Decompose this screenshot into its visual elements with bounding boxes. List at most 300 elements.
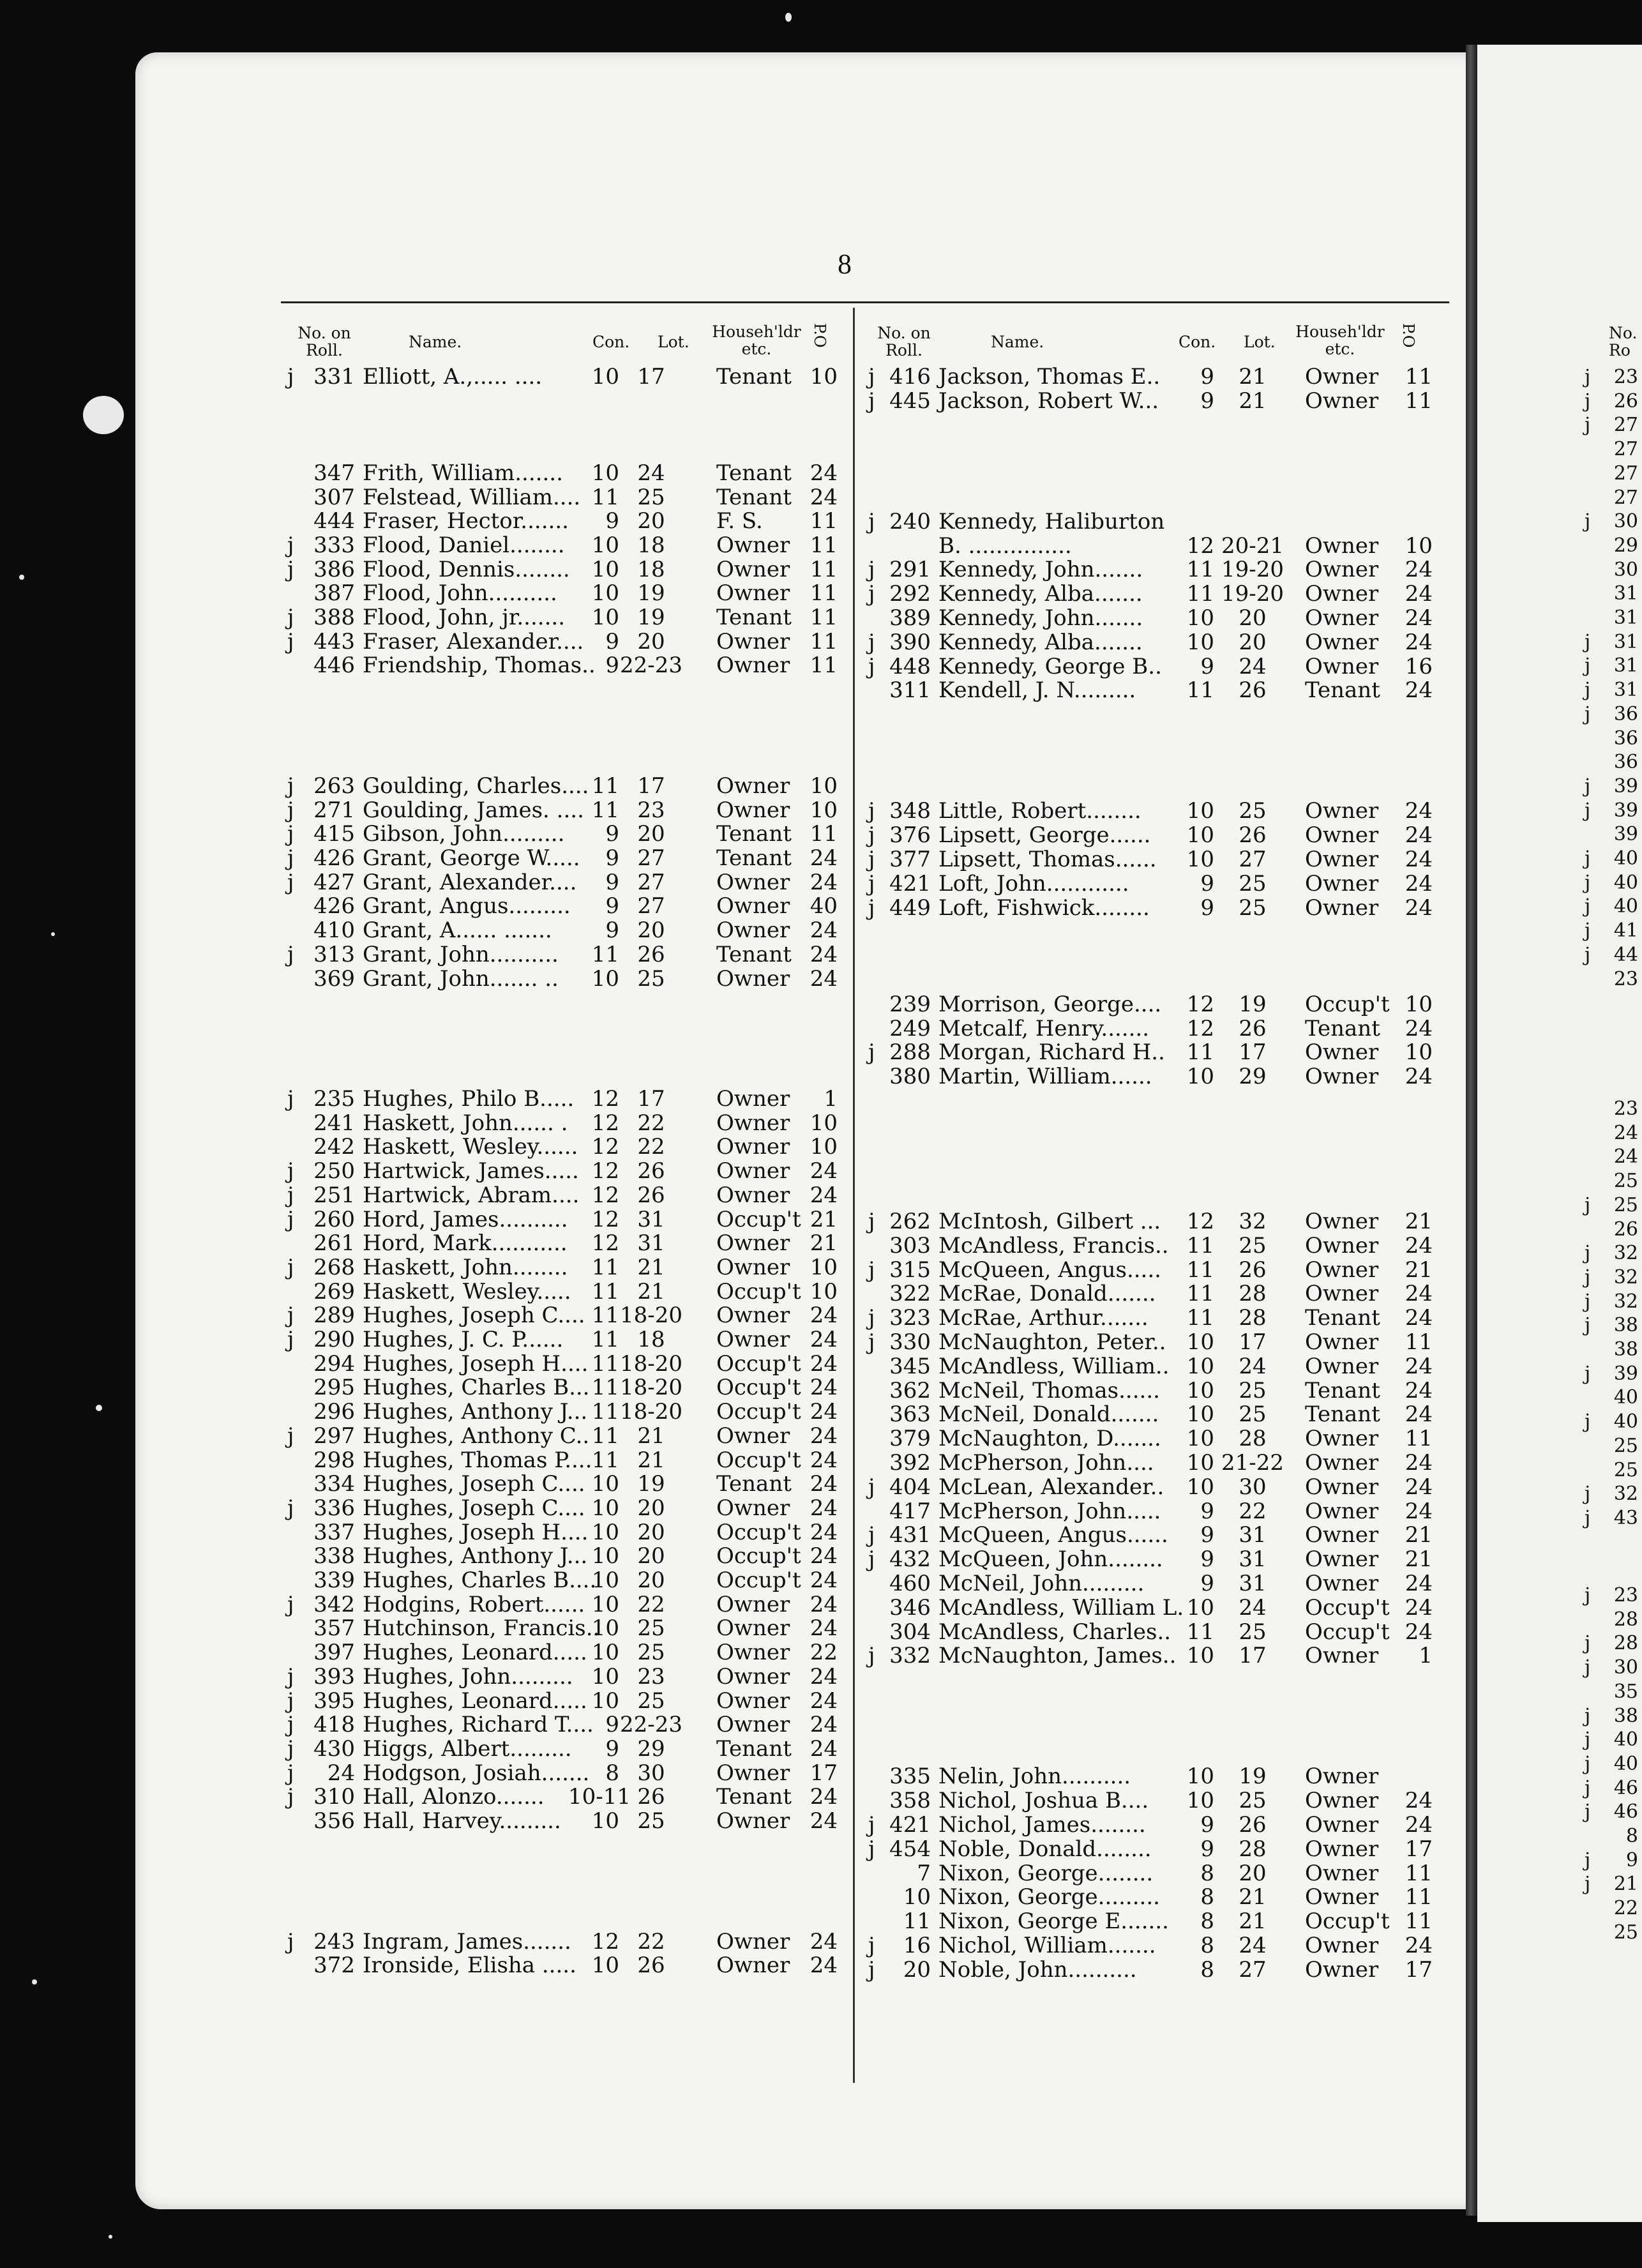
roll-number: 30 <box>1613 1656 1638 1679</box>
roll-number: 426 <box>313 893 355 919</box>
post-office: 11 <box>810 821 838 847</box>
lot-number: 26 <box>1239 1015 1267 1041</box>
jury-mark: j <box>1585 1506 1591 1529</box>
concession: 12 <box>591 1206 619 1232</box>
post-office: 24 <box>810 1447 838 1473</box>
table-row <box>863 1910 1431 1933</box>
voter-name: Hughes, Philo B..... <box>363 1086 575 1112</box>
lot-number: 31 <box>637 1230 665 1257</box>
roll-number: 376 <box>889 822 931 849</box>
fragment-row <box>1585 630 1638 654</box>
concession: 11 <box>591 1278 619 1304</box>
lot-number: 18 <box>637 1327 665 1352</box>
post-office: 11 <box>1405 364 1433 389</box>
concession: 10 <box>1186 1764 1214 1790</box>
roll-number: 443 <box>313 628 355 654</box>
jury-mark: j <box>1585 389 1591 412</box>
voter-name: Nixon, George E....... <box>938 1909 1169 1935</box>
concession: 9 <box>1200 653 1214 679</box>
table-row <box>287 1857 849 1881</box>
table-row <box>287 510 849 533</box>
concession: 9 <box>1200 1498 1214 1524</box>
table-row <box>287 1737 849 1761</box>
concession: 10 <box>591 1543 619 1569</box>
roll-number: 31 <box>1613 582 1638 605</box>
table-row <box>287 1112 849 1135</box>
table-row <box>287 1352 849 1376</box>
concession: 10 <box>1186 1426 1214 1452</box>
post-office: 24 <box>1405 895 1433 921</box>
householder-status: Tenant <box>716 1471 792 1497</box>
header-lot: Lot. <box>658 333 689 351</box>
voter-name: Friendship, Thomas.. <box>363 653 596 679</box>
table-row <box>863 558 1431 582</box>
table-row <box>863 534 1431 558</box>
concession: 10 <box>591 1808 619 1834</box>
post-office: 24 <box>810 1784 838 1810</box>
voter-name: Noble, John.......... <box>938 1956 1137 1983</box>
roll-number: 323 <box>889 1305 931 1331</box>
lot-number: 32 <box>1239 1209 1267 1234</box>
concession: 12 <box>591 1230 619 1257</box>
lot-number: 18 <box>637 532 665 558</box>
post-office: 17 <box>810 1760 838 1786</box>
roll-number: 389 <box>889 605 931 631</box>
lot-number: 21 <box>1239 364 1267 389</box>
voter-name: McNeil, Donald....... <box>938 1402 1159 1428</box>
householder-status: Owner <box>716 1953 790 1979</box>
householder-status: Occup't <box>716 1350 801 1377</box>
table-row <box>863 752 1431 775</box>
concession: 9 <box>1200 1812 1214 1838</box>
roll-number: 25 <box>1613 1170 1638 1193</box>
householder-status: Owner <box>1305 847 1379 872</box>
post-office: 24 <box>1405 1305 1433 1331</box>
post-office: 21 <box>810 1206 838 1232</box>
concession: 10 <box>1186 1329 1214 1355</box>
roll-number: 390 <box>889 629 931 655</box>
roll-number: 249 <box>889 1015 931 1041</box>
householder-status: Owner <box>716 1230 790 1257</box>
table-row <box>863 1282 1431 1306</box>
concession: 10 <box>591 532 619 558</box>
header-name: Name. <box>991 333 1044 351</box>
concession: 8 <box>1200 1909 1214 1935</box>
table-row <box>287 1304 849 1327</box>
roll-number: 337 <box>313 1519 355 1545</box>
table-row <box>287 630 849 654</box>
voter-name: Hughes, Anthony J... <box>363 1399 588 1425</box>
roll-number: 336 <box>313 1495 355 1521</box>
roll-number: 415 <box>313 821 355 847</box>
roll-number: 311 <box>889 677 931 704</box>
post-office: 10 <box>810 1134 838 1160</box>
jury-mark: j <box>287 1206 294 1232</box>
roll-number: 30 <box>1613 558 1638 581</box>
householder-status: Owner <box>1305 581 1379 607</box>
jury-mark: j <box>868 1643 875 1669</box>
voter-name: McQueen, John........ <box>938 1546 1163 1573</box>
roll-number: 444 <box>313 508 355 534</box>
jury-mark: j <box>287 556 294 582</box>
concession: 10 <box>1186 1643 1214 1669</box>
voter-name: Kennedy, Alba....... <box>938 629 1143 655</box>
voter-name: Haskett, John........ <box>363 1254 568 1280</box>
voter-name: Hughes, J. C. P...... <box>363 1327 564 1352</box>
table-row <box>863 1862 1431 1886</box>
jury-mark: j <box>868 1257 875 1283</box>
post-office: 17 <box>1405 1836 1433 1862</box>
voter-name: Nichol, William....... <box>938 1933 1156 1958</box>
roll-number: 38 <box>1613 1314 1638 1337</box>
concession: 11 <box>591 1375 619 1401</box>
voter-name: Fraser, Hector....... <box>363 508 569 534</box>
roll-number: 421 <box>889 1812 931 1838</box>
concession: 9 <box>605 1712 619 1738</box>
fragment-row <box>1585 1338 1638 1361</box>
lot-number: 17 <box>637 364 665 389</box>
jury-mark: j <box>868 1305 875 1331</box>
fragment-row <box>1585 1193 1638 1217</box>
lot-number: 23 <box>637 1663 665 1690</box>
voter-name: McQueen, Angus...... <box>938 1522 1168 1548</box>
householder-status: Owner <box>1305 605 1379 631</box>
roll-number: 40 <box>1613 1728 1638 1751</box>
table-row <box>287 1400 849 1424</box>
lot-number: 20 <box>637 918 665 944</box>
voter-name: Hughes, Anthony C.. <box>363 1423 590 1449</box>
fragment-row <box>1585 943 1638 967</box>
jury-mark: j <box>287 845 294 871</box>
householder-status: Owner <box>1305 1474 1379 1500</box>
post-office: 24 <box>1405 870 1433 896</box>
table-row <box>287 1906 849 1930</box>
concession: 9 <box>605 628 619 654</box>
header-po: P.O <box>811 323 829 348</box>
concession: 11 <box>591 1350 619 1377</box>
householder-status: Occup't <box>716 1447 801 1473</box>
table-row <box>287 1785 849 1809</box>
table-row <box>863 365 1431 389</box>
voter-name: Ironside, Elisha ..... <box>363 1953 576 1979</box>
table-row <box>863 920 1431 944</box>
concession: 10 <box>591 460 619 486</box>
post-office: 11 <box>1405 388 1433 414</box>
jury-mark: j <box>1585 871 1591 894</box>
lot-number: 18-20 <box>619 1303 682 1329</box>
table-row <box>863 1789 1431 1813</box>
roll-number: 260 <box>313 1206 355 1232</box>
table-row <box>287 967 849 991</box>
table-row <box>287 1232 849 1255</box>
householder-status: Owner <box>716 1640 790 1666</box>
table-row <box>287 919 849 942</box>
voter-name: Grant, John....... .. <box>363 965 559 992</box>
lot-number: 26 <box>1239 1812 1267 1838</box>
jury-mark: j <box>287 532 294 558</box>
post-office: 16 <box>1405 653 1433 679</box>
concession: 11 <box>591 941 619 967</box>
post-office: 24 <box>810 1423 838 1449</box>
roll-number: 36 <box>1613 727 1638 750</box>
householder-status: Occup't <box>1305 1619 1390 1645</box>
post-office: 24 <box>810 918 838 944</box>
table-row <box>863 1934 1431 1958</box>
roll-number: 22 <box>1613 1897 1638 1920</box>
table-row <box>863 1161 1431 1185</box>
lot-number: 25 <box>1239 870 1267 896</box>
householder-status: Tenant <box>716 484 792 510</box>
table-row <box>287 727 849 750</box>
concession: 12 <box>1186 533 1214 559</box>
fragment-row <box>1585 1680 1638 1704</box>
fragment-row <box>1585 1776 1638 1800</box>
roll-number: 292 <box>889 581 931 607</box>
roll-number: 25 <box>1613 1921 1638 1944</box>
post-office: 10 <box>810 1110 838 1136</box>
header-roll: No. on Roll. <box>298 324 351 359</box>
table-row <box>287 534 849 557</box>
roll-number: 392 <box>889 1450 931 1476</box>
table-row <box>287 558 849 582</box>
concession: 9 <box>1200 1571 1214 1596</box>
fragment-row <box>1585 1896 1638 1920</box>
table-row <box>287 1882 849 1905</box>
post-office: 24 <box>810 1808 838 1834</box>
post-office: 24 <box>1405 1933 1433 1958</box>
concession: 10 <box>1186 822 1214 849</box>
roll-number: 330 <box>889 1329 931 1355</box>
householder-status: Tenant <box>716 845 792 871</box>
householder-status: Owner <box>1305 1450 1379 1476</box>
lot-number: 25 <box>1239 798 1267 824</box>
voter-name: McNaughton, Peter.. <box>938 1329 1166 1355</box>
table-row <box>863 1717 1431 1741</box>
jury-mark: j <box>287 773 294 799</box>
post-office: 24 <box>1405 1377 1433 1403</box>
voter-name: Gibson, John......... <box>363 821 565 847</box>
lot-number: 28 <box>1239 1281 1267 1307</box>
jury-mark: j <box>1585 1193 1591 1216</box>
lot-number: 24 <box>1239 1933 1267 1958</box>
post-office: 24 <box>1405 1450 1433 1476</box>
jury-mark: j <box>1585 847 1591 870</box>
roll-number: 369 <box>313 965 355 992</box>
roll-number: 26 <box>1613 389 1638 412</box>
fragment-row <box>1585 871 1638 895</box>
table-row <box>287 750 849 774</box>
householder-status: Owner <box>1305 388 1379 414</box>
jury-mark: j <box>287 1735 294 1762</box>
lot-number: 27 <box>1239 847 1267 872</box>
table-row <box>287 1063 849 1087</box>
table-row <box>863 462 1431 485</box>
jury-mark: j <box>868 629 875 655</box>
householder-status: Owner <box>716 893 790 919</box>
lot-number: 25 <box>637 484 665 510</box>
householder-status: Occup't <box>716 1568 801 1593</box>
roll-number: 386 <box>313 556 355 582</box>
concession: 11 <box>591 1327 619 1352</box>
lot-number: 21 <box>1239 1884 1267 1910</box>
post-office: 11 <box>1405 1860 1433 1886</box>
post-office: 24 <box>810 1615 838 1642</box>
post-office: 24 <box>1405 1281 1433 1307</box>
roll-number: 296 <box>313 1399 355 1425</box>
concession: 12 <box>591 1134 619 1160</box>
lot-number: 19-20 <box>1221 557 1284 583</box>
roll-number: 23 <box>1613 967 1638 990</box>
householder-status: Tenant <box>1305 1377 1380 1403</box>
concession: 12 <box>1186 1209 1214 1234</box>
table-row <box>863 1886 1431 1909</box>
post-office: 24 <box>810 1735 838 1762</box>
jury-mark: j <box>287 1182 294 1208</box>
concession: 10 <box>591 580 619 607</box>
jury-mark: j <box>868 1474 875 1500</box>
roll-number: 271 <box>313 797 355 823</box>
householder-status: Owner <box>716 1158 790 1184</box>
jury-mark: j <box>1585 679 1591 702</box>
concession: 9 <box>605 821 619 847</box>
concession: 12 <box>591 1182 619 1208</box>
fragment-row <box>1585 582 1638 605</box>
concession: 10 <box>1186 847 1214 872</box>
concession: 10-11 <box>568 1784 631 1810</box>
voter-name: Hodgson, Josiah....... <box>363 1760 590 1786</box>
concession: 11 <box>591 1254 619 1280</box>
scan-speck <box>785 13 792 22</box>
post-office: 10 <box>1405 533 1433 559</box>
roll-number: 31 <box>1613 679 1638 702</box>
lot-number: 20 <box>1239 605 1267 631</box>
concession: 9 <box>605 508 619 534</box>
roll-number: 40 <box>1613 847 1638 870</box>
concession: 9 <box>605 845 619 871</box>
voter-name: Elliott, A.,..... .... <box>363 364 543 389</box>
table-row <box>287 1521 849 1545</box>
roll-number: 27 <box>1613 414 1638 437</box>
post-office: 11 <box>810 628 838 654</box>
roll-number: 454 <box>889 1836 931 1862</box>
table-row <box>863 414 1431 437</box>
table-row <box>863 727 1431 751</box>
roll-number: 395 <box>313 1688 355 1714</box>
householder-status: Owner <box>716 1110 790 1136</box>
voter-name: Hughes, Leonard..... <box>363 1688 587 1714</box>
fragment-row <box>1585 1362 1638 1386</box>
fragment-row <box>1585 1290 1638 1313</box>
householder-status: Owner <box>1305 1884 1379 1910</box>
table-row <box>287 799 849 822</box>
householder-status: Owner <box>1305 1764 1379 1790</box>
voter-name: Kennedy, Alba....... <box>938 581 1143 607</box>
householder-status: Occup't <box>716 1399 801 1425</box>
post-office: 24 <box>1405 798 1433 824</box>
householder-status: Owner <box>716 965 790 992</box>
table-row <box>863 1427 1431 1451</box>
post-office: 24 <box>810 460 838 486</box>
voter-name: Goulding, Charles.... <box>363 773 589 799</box>
fragment-row <box>1585 847 1638 870</box>
householder-status: Owner <box>1305 1860 1379 1886</box>
jury-mark: j <box>868 653 875 679</box>
householder-status: Owner <box>716 797 790 823</box>
lot-number: 24 <box>1239 653 1267 679</box>
voter-name: Metcalf, Henry....... <box>938 1015 1150 1041</box>
table-row <box>863 1596 1431 1620</box>
roll-number: 445 <box>889 388 931 414</box>
roll-number: 358 <box>889 1788 931 1814</box>
post-office: 24 <box>1405 1619 1433 1645</box>
householder-status: Owner <box>1305 1571 1379 1596</box>
table-row <box>863 1355 1431 1379</box>
roll-number: 263 <box>313 773 355 799</box>
concession: 11 <box>591 484 619 510</box>
householder-status: Tenant <box>1305 1402 1380 1428</box>
voter-name: Hughes, Leonard..... <box>363 1640 587 1666</box>
voter-name: Grant, A...... ....... <box>363 918 552 944</box>
lot-number: 17 <box>1239 1329 1267 1355</box>
roll-number: 298 <box>313 1447 355 1473</box>
table-row <box>287 1160 849 1183</box>
roll-number: 432 <box>889 1546 931 1573</box>
voter-name: Hord, James.......... <box>363 1206 568 1232</box>
post-office: 10 <box>1405 1040 1433 1066</box>
voter-name: Flood, John.......... <box>363 580 557 607</box>
concession: 10 <box>1186 1450 1214 1476</box>
concession: 8 <box>1200 1933 1214 1958</box>
householder-status: Owner <box>1305 1232 1379 1259</box>
post-office: 24 <box>1405 1812 1433 1838</box>
fragment-row <box>1585 1097 1638 1121</box>
householder-status: Tenant <box>716 1735 792 1762</box>
fragment-row <box>1585 462 1638 485</box>
jury-mark: j <box>868 1329 875 1355</box>
roll-number: 363 <box>889 1402 931 1428</box>
householder-status: Owner <box>1305 798 1379 824</box>
fragment-row <box>1585 1121 1638 1145</box>
concession: 9 <box>605 918 619 944</box>
header-lot: Lot. <box>1244 333 1276 351</box>
fragment-row <box>1585 534 1638 557</box>
roll-number: 446 <box>313 653 355 679</box>
jury-mark: j <box>868 1522 875 1548</box>
jury-mark: j <box>868 1836 875 1862</box>
voter-name: Higgs, Albert......... <box>363 1735 572 1762</box>
voter-name: McRae, Donald....... <box>938 1281 1156 1307</box>
table-row <box>287 895 849 918</box>
lot-number: 28 <box>1239 1836 1267 1862</box>
concession: 11 <box>591 797 619 823</box>
fragment-row <box>1585 919 1638 942</box>
householder-status: Owner <box>716 1928 790 1954</box>
concession: 10 <box>591 1495 619 1521</box>
fragment-row <box>1585 1800 1638 1824</box>
lot-number: 17 <box>1239 1040 1267 1066</box>
lot-number: 19-20 <box>1221 581 1284 607</box>
header-roll-fragment: No. Ro <box>1609 324 1638 359</box>
concession: 9 <box>1200 895 1214 921</box>
roll-number: 430 <box>313 1735 355 1762</box>
roll-number: 35 <box>1613 1680 1638 1703</box>
table-row <box>287 1328 849 1352</box>
table-row <box>287 1087 849 1111</box>
table-row <box>863 799 1431 823</box>
jury-mark: j <box>868 1546 875 1573</box>
concession: 11 <box>1186 581 1214 607</box>
table-row <box>863 1621 1431 1644</box>
